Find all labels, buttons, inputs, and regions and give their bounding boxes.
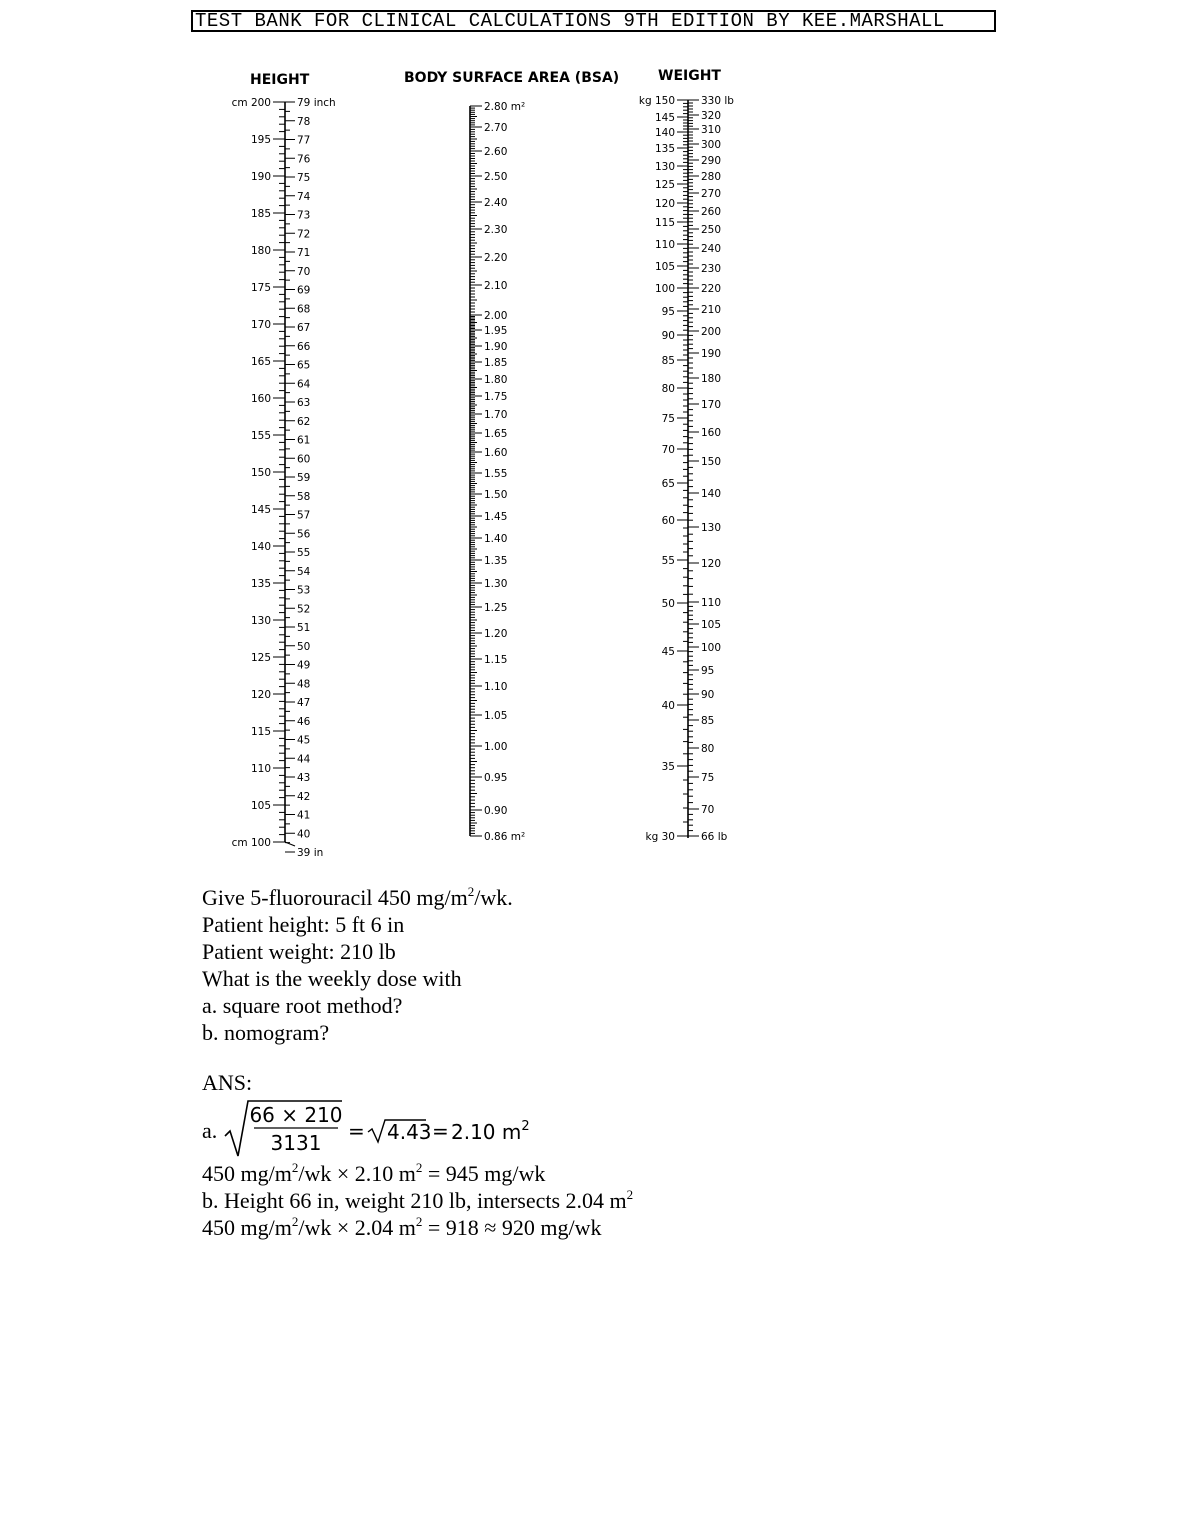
- weight-lb-label: 180: [701, 373, 722, 385]
- weight-kg-label: 40: [661, 700, 675, 712]
- bsa-label: 1.55: [484, 468, 508, 480]
- bsa-column-title: BODY SURFACE AREA (BSA): [404, 70, 620, 86]
- bsa-scale: [470, 101, 525, 843]
- weight-lb-label: 320: [701, 110, 722, 122]
- answer-line-4: 450 $mg/m^2/wk \times 2.04$ $m^2 = 918 \approx 920$ mg/wk: [202, 1214, 602, 1240]
- weight-lb-label: 280: [701, 171, 722, 183]
- bsa-label: 1.50: [484, 489, 508, 501]
- height-in-label: 63: [297, 397, 311, 409]
- height-in-label: 50: [297, 640, 311, 653]
- weight-lb-label: 120: [701, 558, 722, 570]
- weight-kg-label: 140: [654, 127, 675, 139]
- weight-kg-label: 75: [661, 413, 675, 425]
- height-in-label: 75: [297, 172, 311, 184]
- bsa-label: 2.10: [484, 280, 508, 292]
- weight-column-title: WEIGHT: [658, 68, 721, 84]
- weight-kg-label: 120: [654, 198, 675, 210]
- question-line-6: b. nomogram?: [202, 1020, 330, 1045]
- weight-lb-label: 170: [701, 399, 722, 411]
- height-in-label: 73: [297, 209, 311, 222]
- weight-lb-label: 220: [701, 283, 722, 295]
- height-in-label: 45: [297, 734, 311, 747]
- height-cm-label: 150: [250, 467, 271, 479]
- height-cm-label: 135: [250, 578, 271, 590]
- weight-kg-label: 80: [661, 383, 675, 395]
- height-cm-label: 115: [250, 726, 271, 738]
- bsa-label: 1.95: [484, 325, 508, 337]
- bsa-label: 1.10: [484, 681, 508, 693]
- weight-lb-label: 310: [701, 124, 722, 136]
- weight-kg-label: 85: [661, 355, 675, 367]
- weight-lb-label: 66 lb: [701, 831, 728, 843]
- question-line-1: Give 5-fluorouracil 450 $mg/m^2/wk$.: [202, 884, 513, 910]
- bsa-label: 1.90: [484, 341, 508, 353]
- answer-a-label: a.: [202, 1118, 218, 1143]
- weight-kg-label: 110: [654, 239, 675, 251]
- height-in-label: 54: [297, 565, 311, 578]
- height-cm-label: cm 100: [231, 837, 271, 849]
- weight-lb-label: 260: [701, 206, 722, 218]
- bsa-label: 0.95: [484, 772, 508, 784]
- weight-lb-label: 300: [701, 139, 722, 151]
- height-cm-label: 120: [250, 689, 271, 701]
- height-cm-label: 160: [250, 393, 271, 405]
- bsa-label: 0.86 m²: [484, 831, 526, 843]
- height-in-label: 48: [297, 678, 311, 691]
- height-cm-label: 140: [250, 541, 271, 553]
- eq-denominator: 3131: [270, 1131, 322, 1155]
- weight-lb-label: 240: [701, 243, 722, 255]
- height-in-label: 46: [297, 715, 311, 728]
- weight-kg-label: 55: [661, 555, 675, 567]
- weight-kg-label: 95: [661, 306, 675, 318]
- height-in-label: 61: [297, 434, 311, 447]
- height-in-label: 57: [297, 509, 311, 522]
- height-in-label: 67: [297, 322, 311, 334]
- weight-kg-label: 125: [654, 179, 675, 191]
- weight-lb-label: 160: [701, 427, 722, 439]
- weight-lb-label: 330 lb: [701, 95, 734, 107]
- bsa-label: 2.00: [484, 310, 508, 322]
- height-in-label: 71: [297, 247, 311, 259]
- bsa-label: 2.50: [484, 171, 508, 183]
- weight-lb-label: 270: [701, 188, 722, 200]
- bsa-label: 1.05: [484, 710, 508, 722]
- bsa-label: 0.90: [484, 805, 508, 817]
- weight-lb-label: 100: [701, 642, 722, 654]
- bsa-label: 2.20: [484, 252, 508, 264]
- weight-lb-label: 80: [701, 743, 715, 755]
- height-in-label: 69: [297, 284, 311, 297]
- bsa-label: 1.00: [484, 741, 508, 753]
- height-in-label: 60: [297, 453, 311, 466]
- height-in-label: 49: [297, 659, 311, 672]
- weight-lb-label: 230: [701, 263, 722, 275]
- bsa-label: 1.40: [484, 533, 508, 545]
- bsa-label: 1.65: [484, 428, 508, 440]
- weight-lb-label: 150: [701, 456, 722, 468]
- height-in-label: 55: [297, 547, 311, 559]
- bsa-label: 1.70: [484, 409, 508, 421]
- bsa-label: 1.30: [484, 578, 508, 590]
- height-in-label: 40: [297, 828, 311, 841]
- bsa-label: 2.40: [484, 197, 508, 209]
- height-cm-label: 125: [250, 652, 271, 664]
- bsa-label: 1.60: [484, 447, 508, 459]
- weight-lb-label: 70: [701, 804, 715, 816]
- weight-scale: [639, 95, 734, 843]
- eq-equals-1: =: [348, 1119, 365, 1143]
- height-in-label: 70: [297, 265, 311, 278]
- bsa-label: 1.45: [484, 511, 508, 523]
- height-scale: [232, 97, 336, 859]
- weight-lb-label: 140: [701, 488, 722, 500]
- weight-lb-label: 210: [701, 304, 722, 316]
- height-in-label: 51: [297, 622, 311, 634]
- bsa-label: 1.35: [484, 555, 508, 567]
- height-cm-label: 165: [250, 356, 271, 368]
- height-in-label: 42: [297, 790, 311, 803]
- weight-kg-label: 130: [654, 161, 675, 173]
- height-in-label: 59: [297, 472, 311, 484]
- question-line-4: What is the weekly dose with: [202, 966, 462, 991]
- height-cm-label: 170: [250, 319, 271, 331]
- weight-kg-label: 70: [661, 444, 675, 456]
- weight-kg-label: 65: [661, 478, 675, 490]
- height-in-label: 44: [297, 753, 311, 766]
- weight-lb-label: 110: [701, 597, 722, 609]
- height-in-label: 47: [297, 697, 311, 709]
- height-cm-label: 190: [250, 171, 271, 183]
- bsa-label: 2.60: [484, 146, 508, 158]
- weight-kg-label: 115: [654, 217, 675, 229]
- height-in-label: 78: [297, 115, 311, 128]
- weight-kg-label: 50: [661, 598, 675, 610]
- weight-kg-label: 135: [654, 143, 675, 155]
- answer-heading: ANS:: [202, 1070, 253, 1095]
- weight-lb-label: 130: [701, 522, 722, 534]
- bsa-label: 1.75: [484, 391, 508, 403]
- height-in-label: 52: [297, 603, 311, 616]
- height-in-label: 41: [297, 809, 311, 822]
- height-in-label: 64: [297, 378, 311, 391]
- bsa-label: 1.20: [484, 628, 508, 640]
- bsa-label: 2.70: [484, 122, 508, 134]
- weight-kg-label: 45: [661, 646, 675, 658]
- height-cm-label: 110: [250, 763, 271, 775]
- height-cm-label: 130: [250, 615, 271, 627]
- height-in-label: 43: [297, 772, 311, 784]
- bsa-label: 2.80 m²: [484, 101, 526, 113]
- bsa-label: 1.25: [484, 602, 508, 614]
- weight-kg-label: 90: [661, 330, 675, 342]
- bsa-label: 2.30: [484, 224, 508, 236]
- height-column-title: HEIGHT: [250, 72, 310, 88]
- height-in-label: 68: [297, 303, 311, 316]
- height-cm-label: 145: [250, 504, 271, 516]
- height-in-label: 65: [297, 359, 311, 372]
- weight-lb-label: 105: [701, 619, 722, 631]
- question-line-5: a. square root method?: [202, 993, 403, 1018]
- height-in-label: 72: [297, 228, 311, 241]
- bsa-label: 1.15: [484, 654, 508, 666]
- height-in-label: 74: [297, 190, 311, 203]
- question-line-2: Patient height: 5 ft 6 in: [202, 912, 405, 937]
- weight-lb-label: 75: [701, 772, 715, 784]
- height-cm-label: 185: [250, 208, 271, 220]
- weight-lb-label: 95: [701, 665, 715, 677]
- height-in-label: 56: [297, 528, 311, 541]
- weight-lb-label: 190: [701, 348, 722, 360]
- height-in-label: 77: [297, 134, 311, 147]
- height-in-label: 53: [297, 584, 311, 597]
- weight-kg-label: 100: [654, 283, 675, 295]
- bsa-label: 1.85: [484, 357, 508, 369]
- weight-lb-label: 200: [701, 326, 722, 338]
- weight-kg-label: 35: [661, 761, 675, 773]
- weight-kg-label: 145: [654, 112, 675, 124]
- height-in-label: 66: [297, 340, 311, 353]
- eq-result: 2.10 $m^2$: [451, 1119, 530, 1144]
- height-in-label: 62: [297, 415, 311, 428]
- height-cm-label: cm 200: [231, 97, 271, 109]
- eq-radicand: 4.43: [387, 1120, 432, 1144]
- weight-kg-label: 60: [661, 515, 675, 527]
- answer-line-3: b. Height 66 in, weight 210 lb, intersects 2.04 $m^2$: [202, 1187, 634, 1213]
- weight-lb-label: 250: [701, 224, 722, 236]
- answer-line-2: 450 $mg/m^2/wk \times 2.10$ $m^2 = 945$ mg/wk: [202, 1160, 546, 1186]
- weight-lb-label: 90: [701, 689, 715, 701]
- weight-kg-label: kg 150: [638, 95, 675, 107]
- height-cm-label: 175: [250, 282, 271, 294]
- height-cm-label: 105: [250, 800, 271, 812]
- height-in-label: 76: [297, 153, 311, 166]
- height-cm-label: 195: [250, 134, 271, 146]
- bsa-nomogram: [200, 62, 760, 862]
- height-cm-label: 155: [250, 430, 271, 442]
- question-line-3: Patient weight: 210 lb: [202, 939, 396, 964]
- height-cm-label: 180: [250, 245, 271, 257]
- eq-numerator: 66 × 210: [249, 1103, 343, 1127]
- weight-lb-label: 290: [701, 155, 722, 167]
- page-header: TEST BANK FOR CLINICAL CALCULATIONS 9TH EDITION BY KEE.MARSHALL: [191, 10, 996, 32]
- eq-equals-2: =: [432, 1119, 449, 1143]
- height-in-label: 39 in: [297, 847, 324, 859]
- square-root-equation: [202, 1098, 702, 1160]
- weight-kg-label: 105: [654, 261, 675, 273]
- weight-kg-label: kg 30: [645, 831, 675, 843]
- weight-lb-label: 85: [701, 715, 715, 727]
- height-in-label: 79 inch: [297, 97, 336, 109]
- bsa-label: 1.80: [484, 374, 508, 386]
- height-in-label: 58: [297, 490, 311, 503]
